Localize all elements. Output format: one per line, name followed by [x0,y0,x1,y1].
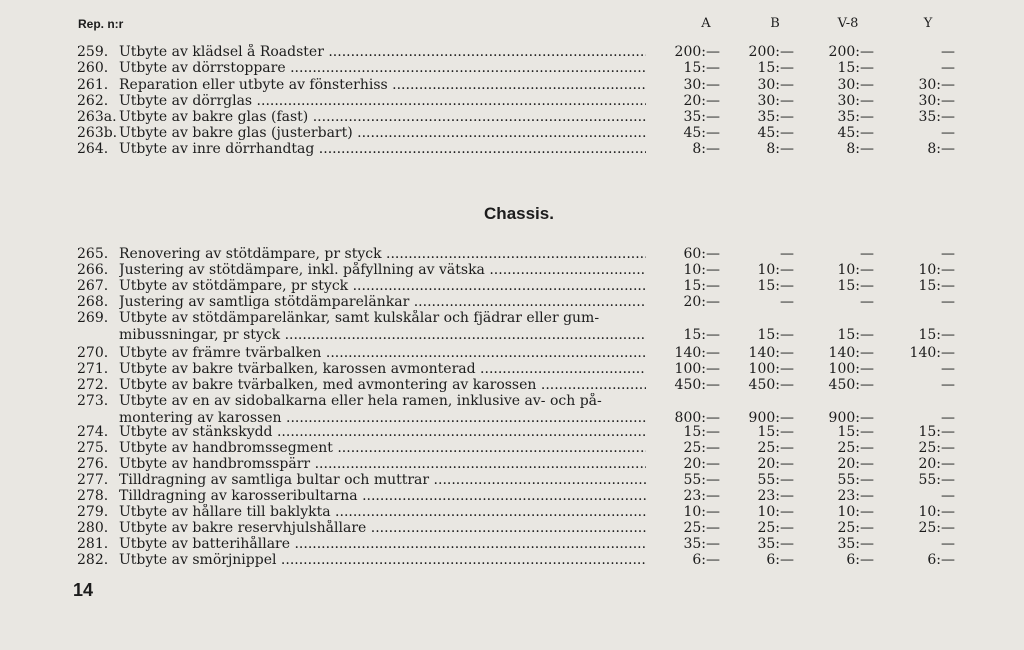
price-b: 35:— [757,536,794,552]
price-a: 100:— [674,361,720,377]
repair-number: 267. [77,278,109,294]
price-b: 23:— [757,488,794,504]
price-b: 900:— [748,410,794,426]
table-row [0,393,1024,427]
repair-description: Utbyte av bakre tvärbalken, karossen avmonterad ..... [119,361,646,377]
repair-description: Utbyte av bakre glas (justerbart) ..... [119,125,646,141]
column-v8-header: V-8 [837,16,859,31]
table-row [0,552,1024,568]
price-v8: — [860,246,874,262]
price-y: 25:— [918,520,955,536]
repair-description [119,310,646,344]
price-y: 30:— [918,77,955,93]
price-v8: 140:— [828,345,874,361]
repair-description: Utbyte av hållare till baklykta ..... [119,504,646,520]
price-a: 20:— [683,456,720,472]
price-y: — [941,125,955,141]
price-v8: 25:— [837,440,874,456]
price-y: 15:— [918,278,955,294]
price-b: 15:— [757,424,794,440]
table-row [0,377,1024,393]
repair-description: Utbyte av dörrstoppare ..... [119,60,646,76]
repair-number: 270. [77,345,109,361]
price-y: — [941,44,955,60]
price-v8: 450:— [828,377,874,393]
table-row [0,141,1024,157]
price-a: 25:— [683,520,720,536]
price-a: 15:— [683,60,720,76]
repair-number: 275. [77,440,109,456]
repair-description: Utbyte av stänkskydd ..... [119,424,646,440]
repair-description: Tilldragning av karosseribultarna ..... [119,488,646,504]
price-y: 30:— [918,93,955,109]
repair-number: 263a. [77,109,117,125]
price-b: 200:— [748,44,794,60]
price-a: 60:— [683,246,720,262]
price-y: 20:— [918,456,955,472]
repair-number: 260. [77,60,109,76]
repair-number: 265. [77,246,109,262]
table-row [0,246,1024,262]
repair-description-line2: montering av karossen ..... [119,410,646,427]
price-b: 55:— [757,472,794,488]
repair-description: Utbyte av handbromsspärr ..... [119,456,646,472]
repair-number: 271. [77,361,109,377]
price-a: 200:— [674,44,720,60]
repair-number: 262. [77,93,109,109]
price-a: 15:— [683,327,720,343]
repair-description: Utbyte av bakre tvärbalken, med avmontering av karossen ..... [119,377,646,393]
repair-number: 276. [77,456,109,472]
repair-description-line1: Utbyte av en av sidobalkarna eller hela ramen, inklusive av- och på- [119,393,602,409]
price-b: 25:— [757,520,794,536]
price-y: — [941,294,955,310]
price-y: 8:— [927,141,955,157]
table-row [0,440,1024,456]
price-b: 15:— [757,327,794,343]
column-header [0,16,1024,34]
price-b: 30:— [757,77,794,93]
price-y: — [941,410,955,426]
repair-description [119,393,646,427]
price-y: — [941,488,955,504]
column-a-header: A [701,16,711,31]
price-b: 20:— [757,456,794,472]
price-v8: 200:— [828,44,874,60]
price-a: 10:— [683,262,720,278]
repair-number: 274. [77,424,109,440]
repair-description: Utbyte av batterihållare ..... [119,536,646,552]
repair-description: Utbyte av handbromssegment ..... [119,440,646,456]
price-a: 15:— [683,424,720,440]
repair-description: Reparation eller utbyte av fönsterhiss ..... [119,77,646,93]
price-a: 450:— [674,377,720,393]
price-y: 6:— [927,552,955,568]
table-row [0,345,1024,361]
repair-number: 273. [77,393,109,409]
table-row [0,125,1024,141]
price-v8: 15:— [837,424,874,440]
price-y: 15:— [918,424,955,440]
price-b: 8:— [766,141,794,157]
table-row [0,44,1024,60]
price-v8: 30:— [837,77,874,93]
price-a: 15:— [683,278,720,294]
price-b: 10:— [757,504,794,520]
table-row [0,262,1024,278]
table-row [0,77,1024,93]
price-v8: 15:— [837,278,874,294]
repair-number: 279. [77,504,109,520]
price-a: 140:— [674,345,720,361]
price-a: 35:— [683,536,720,552]
table-row [0,278,1024,294]
price-v8: 8:— [846,141,874,157]
page-number: 14 [73,580,94,600]
repair-description-line2: mibussningar, pr styck ..... [119,327,646,344]
price-a: 35:— [683,109,720,125]
table-row [0,109,1024,125]
price-b: 100:— [748,361,794,377]
price-a: 25:— [683,440,720,456]
price-b: 45:— [757,125,794,141]
column-y-header: Y [923,16,933,31]
price-y: — [941,361,955,377]
column-b-header: B [770,16,780,31]
repair-number: 280. [77,520,109,536]
repair-number: 277. [77,472,109,488]
price-a: 20:— [683,93,720,109]
table-row [0,361,1024,377]
price-b: 15:— [757,278,794,294]
rep-number-header: Rep. n:r [78,17,124,31]
price-a: 20:— [683,294,720,310]
price-y: 10:— [918,504,955,520]
repair-number: 268. [77,294,109,310]
repair-description: Utbyte av främre tvärbalken ..... [119,345,646,361]
repair-number: 263b. [77,125,118,141]
repair-number: 259. [77,44,109,60]
repair-description: Justering av samtliga stötdämparelänkar ..... [119,294,646,310]
price-y: 55:— [918,472,955,488]
price-y: 25:— [918,440,955,456]
table-row [0,536,1024,552]
repair-description: Utbyte av klädsel å Roadster ..... [119,44,646,60]
price-a: 8:— [692,141,720,157]
repair-description: Utbyte av inre dörrhandtag ..... [119,141,646,157]
price-v8: 23:— [837,488,874,504]
table-row [0,310,1024,344]
price-a: 55:— [683,472,720,488]
price-v8: 100:— [828,361,874,377]
repair-description: Utbyte av stötdämpare, pr styck ..... [119,278,646,294]
repair-number: 264. [77,141,109,157]
price-v8: 15:— [837,327,874,343]
price-v8: 55:— [837,472,874,488]
repair-number: 269. [77,310,109,326]
price-b: 6:— [766,552,794,568]
price-a: 6:— [692,552,720,568]
price-v8: 10:— [837,504,874,520]
price-v8: — [860,294,874,310]
price-v8: 30:— [837,93,874,109]
price-y: 35:— [918,109,955,125]
price-v8: 35:— [837,109,874,125]
price-v8: 15:— [837,60,874,76]
price-v8: 20:— [837,456,874,472]
price-a: 30:— [683,77,720,93]
table-row [0,93,1024,109]
price-v8: 900:— [828,410,874,426]
price-b: 10:— [757,262,794,278]
price-a: 10:— [683,504,720,520]
repair-number: 261. [77,77,109,93]
price-y: — [941,60,955,76]
price-v8: 35:— [837,536,874,552]
section-title-chassis: Chassis. [484,204,554,223]
price-b: 35:— [757,109,794,125]
repair-description: Renovering av stötdämpare, pr styck ..... [119,246,646,262]
price-b: 30:— [757,93,794,109]
repair-number: 278. [77,488,109,504]
price-v8: 45:— [837,125,874,141]
repair-description: Utbyte av bakre reservhjulshållare ..... [119,520,646,536]
price-y: — [941,536,955,552]
repair-description-line1: Utbyte av stötdämparelänkar, samt kulskålar och fjädrar eller gum- [119,310,600,326]
table-row [0,294,1024,310]
table-row [0,472,1024,488]
price-b: — [780,294,794,310]
price-y: — [941,377,955,393]
price-v8: 25:— [837,520,874,536]
repair-description: Tilldragning av samtliga bultar och muttrar ..... [119,472,646,488]
price-y: 10:— [918,262,955,278]
price-v8: 6:— [846,552,874,568]
price-a: 23:— [683,488,720,504]
price-b: 140:— [748,345,794,361]
price-b: 450:— [748,377,794,393]
repair-description: Utbyte av bakre glas (fast) ..... [119,109,646,125]
price-a: 45:— [683,125,720,141]
price-v8: 10:— [837,262,874,278]
table-row [0,424,1024,440]
price-a: 800:— [674,410,720,426]
repair-number: 266. [77,262,109,278]
table-row [0,456,1024,472]
price-b: 15:— [757,60,794,76]
price-b: — [780,246,794,262]
price-y: — [941,246,955,262]
repair-description: Utbyte av dörrglas ..... [119,93,646,109]
price-y: 140:— [909,345,955,361]
repair-number: 282. [77,552,109,568]
table-row [0,520,1024,536]
price-y: 15:— [918,327,955,343]
table-row [0,488,1024,504]
repair-description: Justering av stötdämpare, inkl. påfyllning av vätska ..... [119,262,646,278]
price-b: 25:— [757,440,794,456]
repair-number: 281. [77,536,109,552]
repair-description: Utbyte av smörjnippel ..... [119,552,646,568]
repair-number: 272. [77,377,109,393]
table-row [0,60,1024,76]
table-row [0,504,1024,520]
